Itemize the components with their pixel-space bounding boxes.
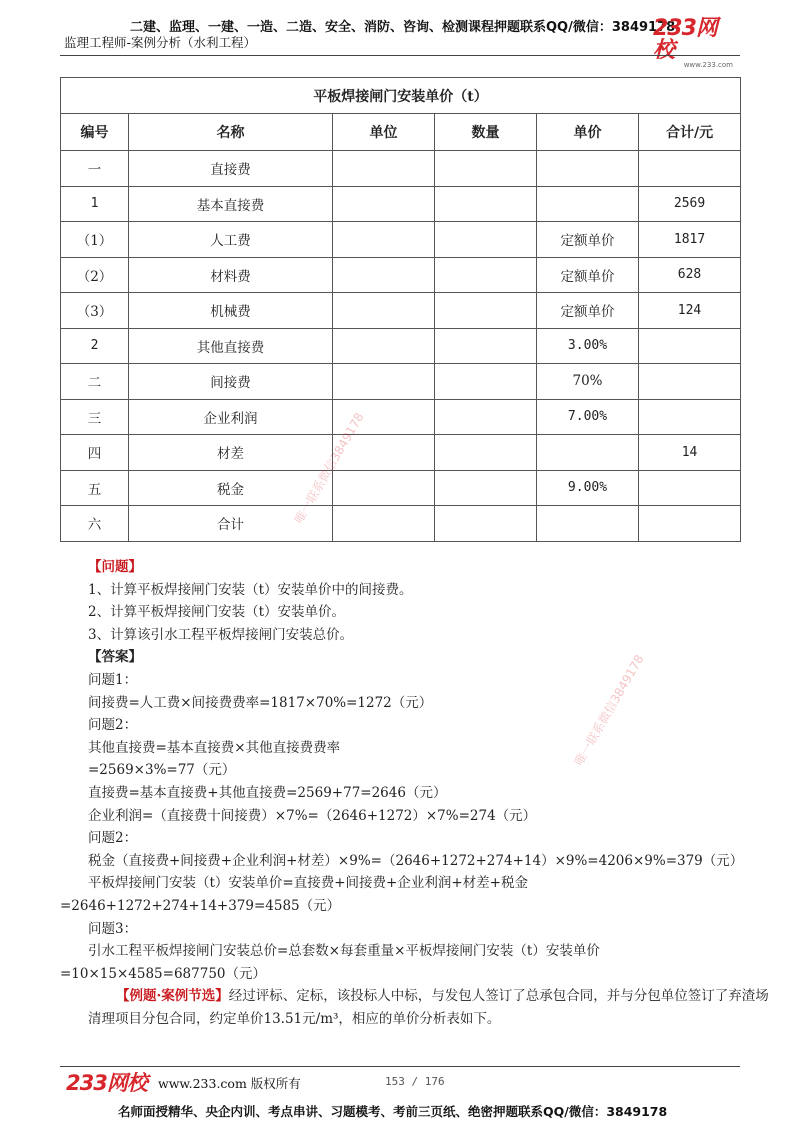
table-row [61, 186, 741, 222]
cell-unit [333, 222, 435, 258]
cell-total: 124 [639, 293, 741, 329]
answer-2-title-b: 问题2： [88, 830, 138, 847]
cell-unit-price: 定额单价 [537, 222, 639, 258]
table-row [61, 506, 741, 542]
col-header-quantity: 数量 [435, 114, 537, 151]
cell-quantity [435, 364, 537, 400]
cell-name: 企业利润 [129, 399, 333, 435]
answer-3-line: 引水工程平板焊接闸门安装总价=总套数×每套重量×平板焊接闸门安装（t）安装单价 [88, 943, 600, 960]
answer-1-line: 间接费=人工费×间接费费率=1817×70%=1272（元） [88, 694, 433, 711]
footer-copyright: www.233.com 版权所有 [158, 1076, 301, 1091]
cell-name: 材料费 [129, 257, 333, 293]
cell-unit-price: 9.00% [537, 470, 639, 506]
cell-unit-price [537, 435, 639, 471]
table-row [61, 151, 741, 187]
footer-logo: 233网校 [66, 1071, 147, 1095]
table-row [61, 399, 741, 435]
table-row [61, 364, 741, 400]
cell-total [639, 470, 741, 506]
watermark: 唯一联系微信3849178 [571, 652, 647, 768]
cell-total [639, 399, 741, 435]
cell-total: 14 [639, 435, 741, 471]
cell-quantity [435, 399, 537, 435]
header-contact-line: 二建、监理、一建、一造、二造、安全、消防、咨询、检测课程押题联系QQ/微信：3849178 [130, 20, 676, 35]
cell-unit [333, 364, 435, 400]
cell-quantity [435, 257, 537, 293]
answer-2-line: =2646+1272+274+14+379=4585（元） [60, 897, 341, 914]
question-1: 1、计算平板焊接闸门安装（t）安装单价中的间接费。 [88, 581, 413, 598]
col-header-no: 编号 [61, 114, 129, 151]
cell-unit-price [537, 186, 639, 222]
cell-unit [333, 186, 435, 222]
cell-quantity [435, 506, 537, 542]
cell-quantity [435, 435, 537, 471]
table-row [61, 293, 741, 329]
col-header-name: 名称 [129, 114, 333, 151]
cell-unit [333, 293, 435, 329]
cell-quantity [435, 293, 537, 329]
cell-name: 人工费 [129, 222, 333, 258]
cell-name: 间接费 [129, 364, 333, 400]
cell-no: 1 [61, 186, 129, 222]
cell-name: 基本直接费 [129, 186, 333, 222]
cell-quantity [435, 151, 537, 187]
cell-quantity [435, 328, 537, 364]
cell-name: 机械费 [129, 293, 333, 329]
cell-name: 税金 [129, 470, 333, 506]
answer-2-line: 其他直接费=基本直接费×其他直接费费率 [88, 739, 341, 756]
page-number: 153 / 176 [385, 1075, 445, 1088]
cell-name: 合计 [129, 506, 333, 542]
cell-unit-price [537, 151, 639, 187]
table-row [61, 328, 741, 364]
answer-1-title: 问题1： [88, 671, 138, 688]
cell-no: 二 [61, 364, 129, 400]
table-row [61, 222, 741, 258]
question-tag: 【问题】 [88, 559, 142, 575]
cell-quantity [435, 186, 537, 222]
unit-price-table [60, 77, 741, 542]
answer-tag: 【答案】 [88, 649, 142, 666]
cell-no: 三 [61, 399, 129, 435]
cell-unit [333, 506, 435, 542]
answer-2-line: 企业利润=（直接费十间接费）×7%=（2646+1272）×7%=274（元） [88, 807, 537, 824]
cell-no: 2 [61, 328, 129, 364]
header-divider [60, 55, 740, 56]
example-tag: 【例题·案例节选】 [116, 988, 229, 1005]
table-row [61, 435, 741, 471]
cell-no: （2） [61, 257, 129, 293]
answer-3-title: 问题3： [88, 920, 138, 937]
cell-total [639, 328, 741, 364]
cell-unit [333, 257, 435, 293]
cell-name: 材差 [129, 435, 333, 471]
cell-no: 四 [61, 435, 129, 471]
cell-no: （3） [61, 293, 129, 329]
example-text: 经过评标、定标，该投标人中标，与发包人签订了总承包合同，并与分包单位签订了弃渣场清理项目分包合同，约定单价13.51元/m³，相应的单价分析表如下。 [88, 988, 769, 1027]
cell-unit-price: 3.00% [537, 328, 639, 364]
cell-total [639, 506, 741, 542]
answer-2-line: 税金（直接费+间接费+企业利润+材差）×9%=（2646+1272+274+14）×9%=4206×9%=379（元） [88, 852, 744, 869]
brand-logo-text: 233网校 [653, 16, 717, 63]
table-row [61, 257, 741, 293]
cell-unit-price: 定额单价 [537, 257, 639, 293]
cell-total: 628 [639, 257, 741, 293]
cell-unit-price: 定额单价 [537, 293, 639, 329]
cell-no: 六 [61, 506, 129, 542]
cell-total: 1817 [639, 222, 741, 258]
question-3: 3、计算该引水工程平板焊接闸门安装总价。 [88, 626, 354, 643]
header-course-title: 监理工程师-案例分析（水利工程） [64, 35, 257, 50]
answer-2-line: =2569×3%=77（元） [88, 762, 236, 779]
cell-name: 其他直接费 [129, 328, 333, 364]
cell-unit [333, 151, 435, 187]
watermark: 唯一联系微信3849178 [291, 410, 367, 526]
footer-divider [60, 1066, 740, 1067]
cell-unit-price: 70% [537, 364, 639, 400]
col-header-unit: 单位 [333, 114, 435, 151]
cell-unit [333, 470, 435, 506]
example-paragraph [88, 985, 778, 1030]
col-header-unit-price: 单价 [537, 114, 639, 151]
question-2: 2、计算平板焊接闸门安装（t）安装单价。 [88, 604, 346, 621]
answer-3-line: =10×15×4585=687750（元） [60, 965, 266, 982]
document-body [60, 556, 769, 1030]
cell-quantity [435, 470, 537, 506]
cell-no: 一 [61, 151, 129, 187]
table-title: 平板焊接闸门安装单价（t） [61, 78, 741, 114]
cell-unit-price [537, 506, 639, 542]
footer-slogan: 名师面授精华、央企内训、考点串讲、习题模考、考前三页纸、绝密押题联系QQ/微信：3849178 [118, 1104, 668, 1119]
col-header-total: 合计/元 [639, 114, 741, 151]
cell-total [639, 151, 741, 187]
brand-logo [653, 16, 733, 69]
table-header-row [61, 114, 741, 151]
answer-2-title: 问题2： [88, 717, 138, 734]
answer-2-line: 直接费=基本直接费+其他直接费=2569+77=2646（元） [88, 784, 447, 801]
answer-2-line: 平板焊接闸门安装（t）安装单价=直接费+间接费+企业利润+材差+税金 [88, 875, 528, 892]
brand-logo-url: www.233.com [683, 61, 733, 69]
cell-name: 直接费 [129, 151, 333, 187]
cell-no: （1） [61, 222, 129, 258]
cell-unit-price: 7.00% [537, 399, 639, 435]
cell-total [639, 364, 741, 400]
cell-total: 2569 [639, 186, 741, 222]
cell-quantity [435, 222, 537, 258]
cell-no: 五 [61, 470, 129, 506]
table-row [61, 470, 741, 506]
cell-unit [333, 328, 435, 364]
